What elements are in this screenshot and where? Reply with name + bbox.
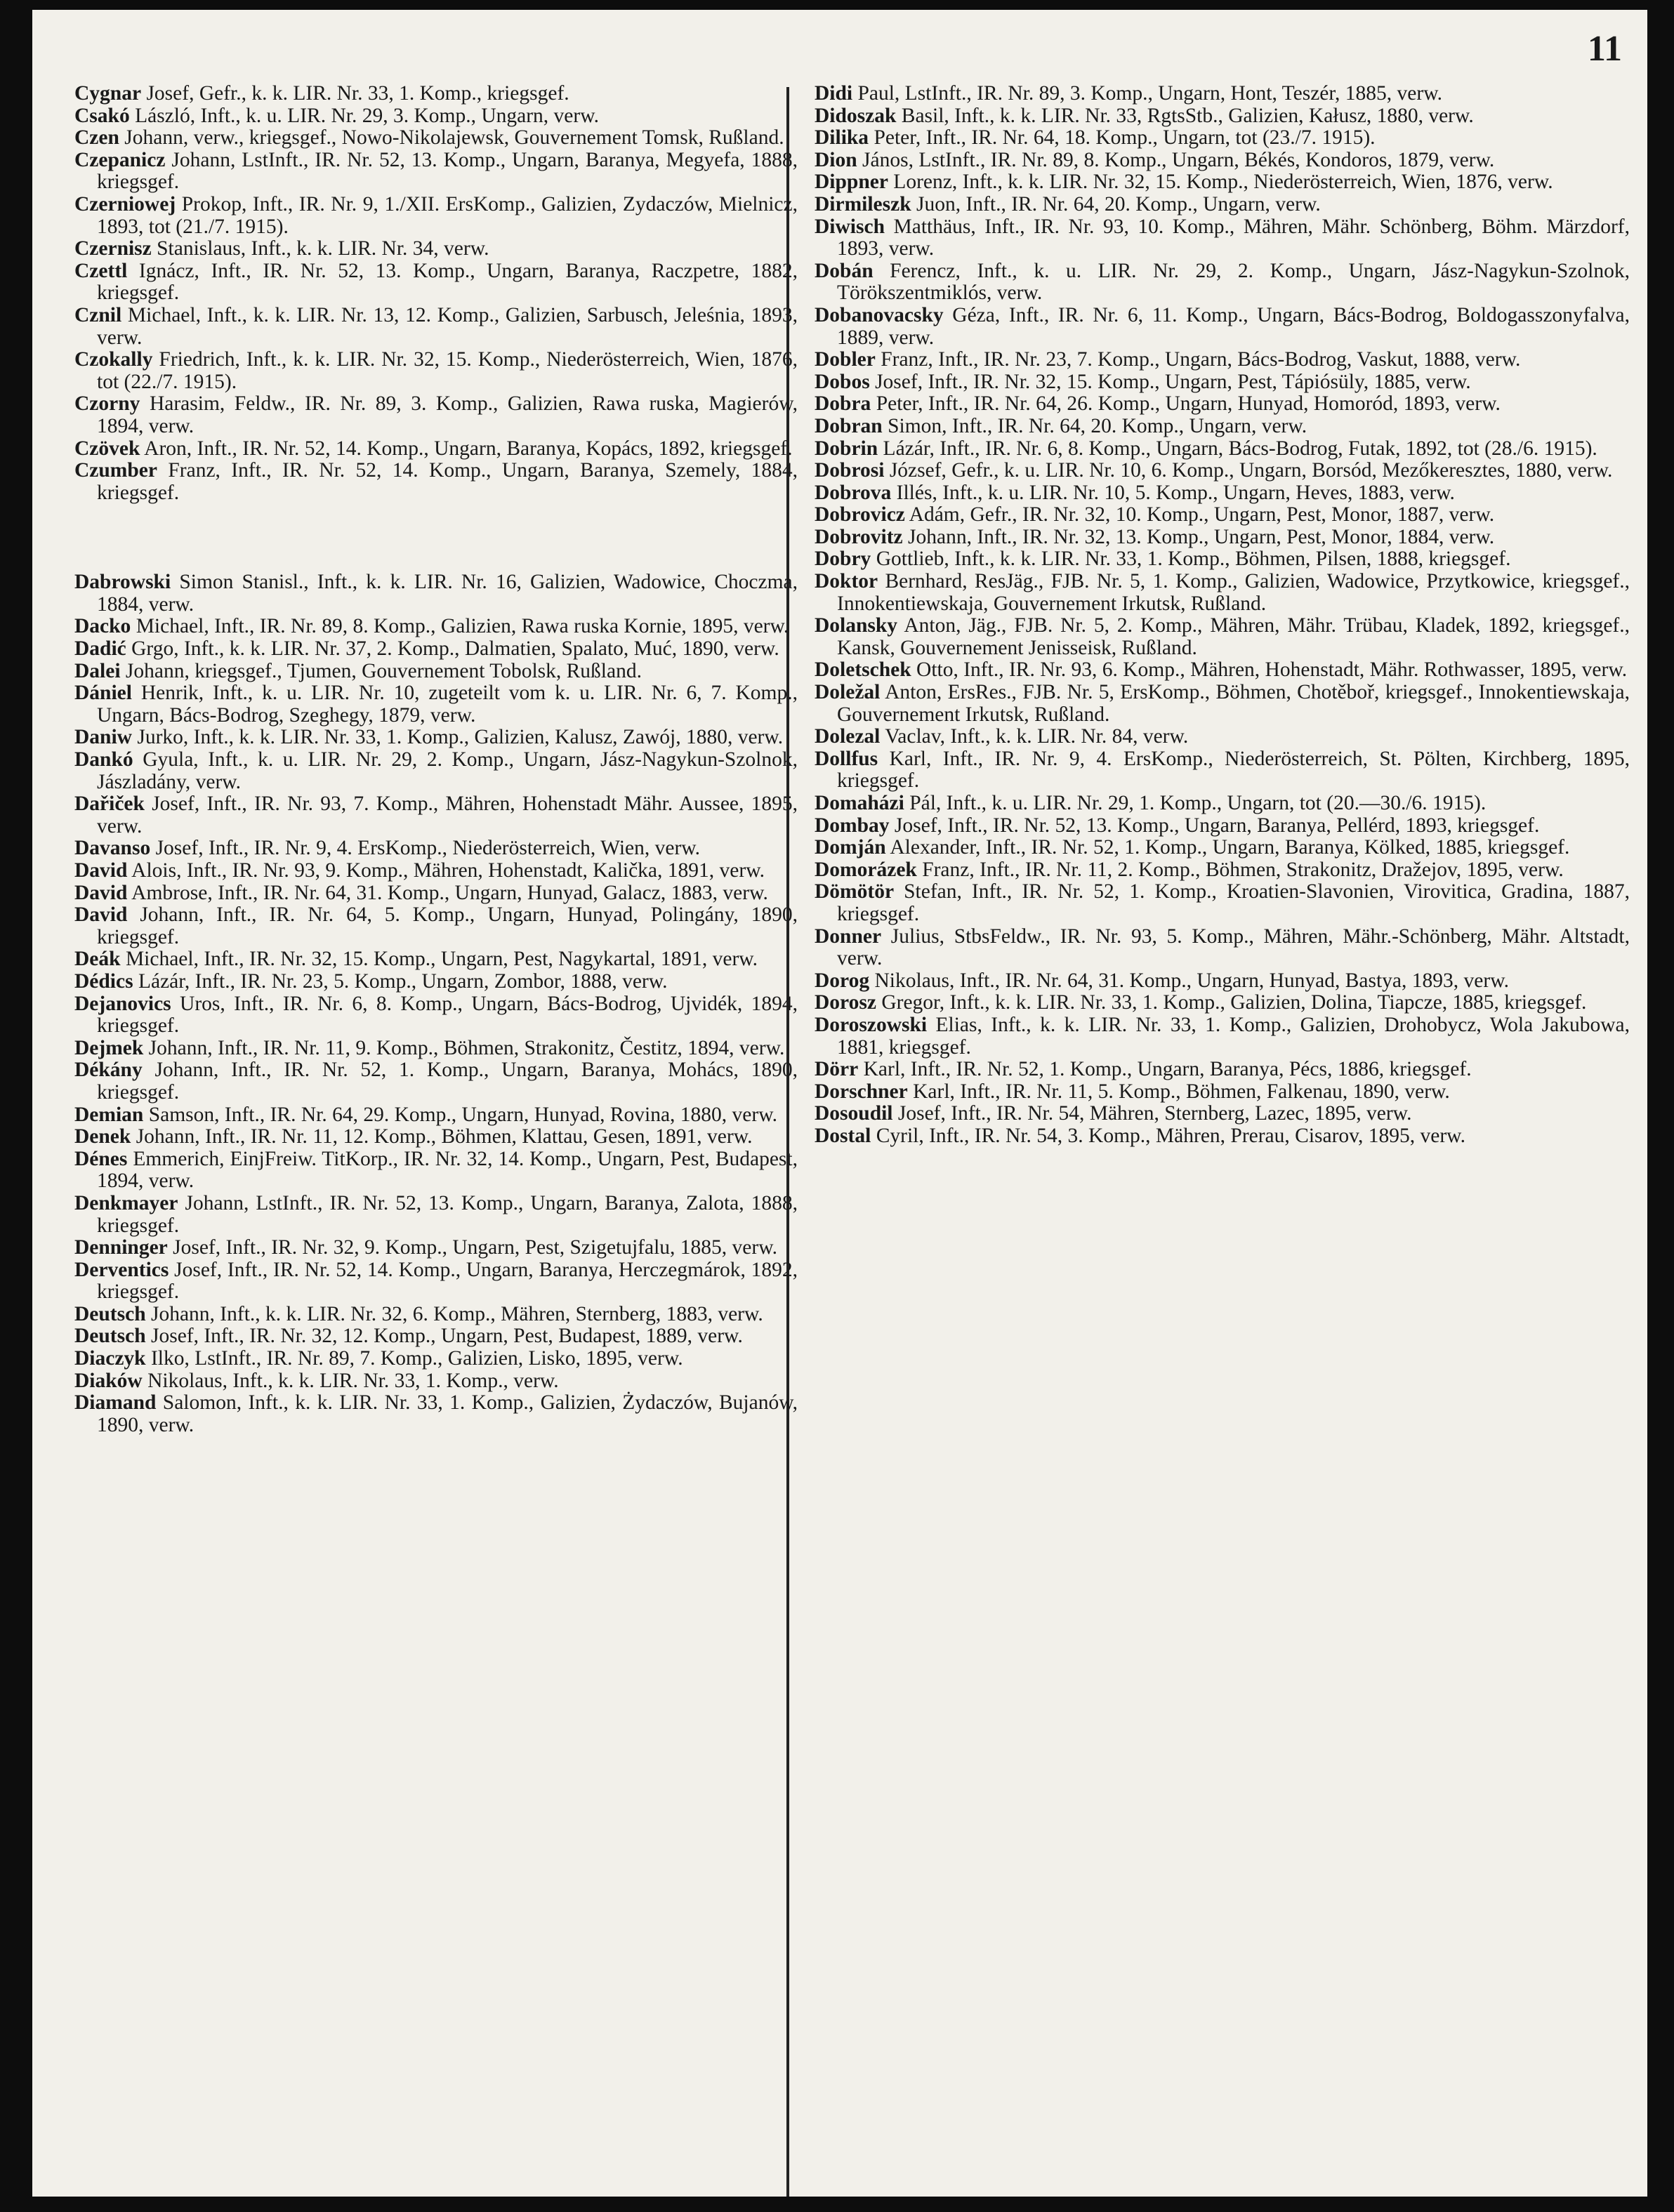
register-entry (74, 150, 798, 194)
entry-surname: Dollfus (815, 747, 878, 770)
register-entry (815, 970, 1630, 993)
entry-surname: Dalei (74, 659, 121, 682)
entry-surname: Dadić (74, 637, 126, 661)
entry-details: Gottlieb, Inft., k. k. LIR. Nr. 33, 1. Komp., Böhmen, Pilsen, 1888, kriegsgef. (876, 548, 1511, 571)
entry-surname: Dörr (815, 1058, 859, 1081)
register-entry (815, 659, 1630, 682)
entry-surname: Dařiček (74, 793, 145, 816)
register-entry (74, 83, 798, 105)
entry-surname: Czokally (74, 348, 153, 371)
entry-details: Peter, Inft., IR. Nr. 64, 18. Komp., Ungarn, tot (23./7. 1915). (874, 126, 1376, 150)
register-entry (815, 504, 1630, 526)
register-entry (815, 305, 1630, 349)
register-entry (815, 793, 1630, 815)
entry-surname: Deák (74, 948, 121, 971)
entry-surname: Diamand (74, 1391, 157, 1415)
register-entry (74, 238, 798, 260)
entry-details: Josef, Inft., IR. Nr. 32, 15. Komp., Ungarn, Pest, Tápiósüly, 1885, verw. (875, 370, 1471, 393)
entry-details: Johann, Inft., IR. Nr. 52, 1. Komp., Ungarn, Baranya, Mohács, 1890, kriegsgef. (97, 1059, 798, 1104)
entry-surname: Donner (815, 925, 882, 948)
register-entry (815, 1081, 1630, 1104)
register-entry (815, 1103, 1630, 1125)
entry-surname: Denkmayer (74, 1191, 178, 1214)
register-entry (74, 438, 798, 461)
entry-surname: Dékány (74, 1059, 143, 1082)
entry-details: Otto, Inft., IR. Nr. 93, 6. Komp., Mähren, Hohenstadt, Mähr. Rothwasser, 1895, verw. (916, 658, 1628, 682)
section-gap (74, 504, 798, 571)
register-entry (815, 194, 1630, 216)
register-entry (74, 1237, 798, 1259)
register-entry (74, 971, 798, 993)
register-entry (815, 1125, 1630, 1148)
register-entry (815, 216, 1630, 260)
entry-details: Alois, Inft., IR. Nr. 93, 9. Komp., Mähren, Hohenstadt, Kalička, 1891, verw. (131, 859, 765, 882)
register-entry (74, 1193, 798, 1237)
entry-details: Ambrose, Inft., IR. Nr. 64, 31. Komp., Ungarn, Hunyad, Galacz, 1883, verw. (131, 881, 768, 904)
entry-details: Matthäus, Inft., IR. Nr. 93, 10. Komp., Mähren, Mähr. Schönberg, Böhm. Märzdorf, 1893, verw. (837, 215, 1630, 260)
register-entry (74, 194, 798, 238)
register-entry (815, 815, 1630, 837)
register-entry (74, 1104, 798, 1127)
entry-surname: Dobrova (815, 481, 892, 504)
entry-details: Josef, Inft., IR. Nr. 54, Mähren, Sternberg, Lazec, 1895, verw. (897, 1102, 1412, 1125)
register-entry (74, 616, 798, 638)
entry-details: Adám, Gefr., IR. Nr. 32, 10. Komp., Ungarn, Pest, Monor, 1887, verw. (909, 503, 1495, 526)
entry-details: Anton, ErsRes., FJB. Nr. 5, ErsKomp., Böhmen, Chotěboř, kriegsgef., Innokentiewskaja, Gouvernement Irkutsk, Rußland. (837, 681, 1630, 726)
entry-details: Johann, verw., kriegsgef., Nowo-Nikolajewsk, Gouvernement Tomsk, Rußland. (124, 126, 784, 150)
entry-surname: Dilika (815, 126, 869, 150)
entry-details: Géza, Inft., IR. Nr. 6, 11. Komp., Ungarn, Bács-Bodrog, Boldogasszonyfalva, 1889, verw. (837, 303, 1630, 349)
entry-surname: Cznil (74, 303, 122, 326)
register-entry (815, 926, 1630, 970)
register-entry (74, 1126, 798, 1148)
entry-details: Emmerich, EinjFreiw. TitKorp., IR. Nr. 32, 14. Komp., Ungarn, Pest, Budapest, 1894, verw. (97, 1147, 798, 1193)
entry-details: Josef, Inft., IR. Nr. 52, 14. Komp., Ungarn, Baranya, Herczegmárok, 1892, kriegsgef. (97, 1258, 798, 1304)
entry-surname: Demian (74, 1103, 144, 1126)
entry-details: Lázár, Inft., IR. Nr. 6, 8. Komp., Ungarn, Bács-Bodrog, Futak, 1892, tot (28./6. 1915). (883, 437, 1597, 460)
entry-surname: Dorosz (815, 991, 876, 1014)
entry-details: Franz, Inft., IR. Nr. 11, 2. Komp., Böhmen, Strakonitz, Dražejov, 1895, verw. (922, 858, 1564, 881)
entry-surname: Dédics (74, 969, 133, 993)
register-entry (74, 904, 798, 948)
register-entry (815, 1014, 1630, 1059)
entry-details: Ignácz, Inft., IR. Nr. 52, 13. Komp., Ungarn, Baranya, Raczpetre, 1882, kriegsgef. (97, 259, 798, 305)
register-entry (815, 171, 1630, 194)
entry-details: László, Inft., k. u. LIR. Nr. 29, 3. Komp., Ungarn, verw. (135, 104, 599, 127)
entry-surname: Dion (815, 148, 857, 171)
entry-surname: Dobán (815, 259, 874, 282)
entry-surname: Domorázek (815, 858, 917, 881)
register-entry (815, 482, 1630, 505)
register-entry (74, 305, 798, 349)
entry-details: Illés, Inft., k. u. LIR. Nr. 10, 5. Komp., Ungarn, Heves, 1883, verw. (896, 481, 1455, 504)
register-entry (74, 727, 798, 749)
entry-details: Johann, Inft., IR. Nr. 11, 12. Komp., Böhmen, Klattau, Gesen, 1891, verw. (136, 1125, 753, 1148)
entry-surname: Czövek (74, 437, 140, 460)
entry-surname: David (74, 903, 128, 927)
entry-surname: Cygnar (74, 82, 142, 105)
register-entry (815, 260, 1630, 305)
entry-details: Michael, Inft., IR. Nr. 32, 15. Komp., Ungarn, Pest, Nagykartal, 1891, verw. (125, 948, 758, 971)
register-entry (74, 1304, 798, 1326)
register-entry (815, 1059, 1630, 1081)
entry-details: Johann, Inft., IR. Nr. 11, 9. Komp., Böhmen, Strakonitz, Čestitz, 1894, verw. (148, 1036, 785, 1059)
entry-details: Franz, Inft., IR. Nr. 23, 7. Komp., Ungarn, Bács-Bodrog, Vaskut, 1888, verw. (881, 348, 1521, 371)
entry-details: Juon, Inft., IR. Nr. 64, 20. Komp., Ungarn, verw. (916, 192, 1321, 216)
entry-surname: David (74, 881, 128, 904)
register-entry (815, 150, 1630, 172)
register-entry (815, 460, 1630, 482)
entry-details: Johann, LstInft., IR. Nr. 52, 13. Komp., Ungarn, Baranya, Megyefa, 1888, kriegsgef. (97, 148, 798, 194)
entry-surname: Denek (74, 1125, 131, 1148)
entry-details: Harasim, Feldw., IR. Nr. 89, 3. Komp., Galizien, Rawa ruska, Magierów, 1894, verw. (97, 392, 798, 437)
register-entry (74, 460, 798, 504)
entry-surname: Diwisch (815, 215, 885, 238)
entry-surname: Derventics (74, 1258, 169, 1281)
entry-details: Josef, Inft., IR. Nr. 32, 9. Komp., Ungarn, Pest, Szigetujfalu, 1885, verw. (173, 1236, 777, 1259)
entry-details: Uros, Inft., IR. Nr. 6, 8. Komp., Ungarn, Bács-Bodrog, Ujvidék, 1894, kriegsgef. (97, 992, 798, 1038)
entry-details: Josef, Gefr., k. k. LIR. Nr. 33, 1. Komp., kriegsgef. (146, 82, 569, 105)
entry-details: Ilko, LstInft., IR. Nr. 89, 7. Komp., Galizien, Lisko, 1895, verw. (150, 1347, 683, 1370)
entry-surname: Dániel (74, 682, 132, 705)
entry-surname: Dankó (74, 748, 133, 771)
entry-surname: Csakó (74, 104, 130, 127)
entry-surname: Dobos (815, 370, 870, 393)
entry-details: Vaclav, Inft., k. k. LIR. Nr. 84, verw. (885, 725, 1189, 748)
register-entry (815, 371, 1630, 394)
entry-details: Josef, Inft., IR. Nr. 93, 7. Komp., Mähren, Hohenstadt Mähr. Aussee, 1895, verw. (97, 793, 798, 837)
entry-surname: Dacko (74, 615, 131, 638)
entry-surname: Doroszowski (815, 1013, 928, 1036)
register-entry (74, 1392, 798, 1436)
register-entry (74, 1038, 798, 1060)
entry-surname: Dosoudil (815, 1102, 893, 1125)
entry-details: Julius, StbsFeldw., IR. Nr. 93, 5. Komp., Mähren, Mähr.-Schönberg, Mähr. Altstadt, verw. (837, 925, 1630, 970)
register-entry (815, 127, 1630, 150)
register-entry (815, 837, 1630, 859)
entry-details: Pál, Inft., k. u. LIR. Nr. 29, 1. Komp., Ungarn, tot (20.—30./6. 1915). (909, 792, 1487, 814)
entry-surname: Denninger (74, 1236, 168, 1259)
entry-details: Samson, Inft., IR. Nr. 64, 29. Komp., Ungarn, Hunyad, Rovina, 1880, verw. (148, 1103, 777, 1126)
entry-surname: Daniw (74, 726, 132, 749)
entry-surname: David (74, 859, 128, 882)
entry-surname: Czettl (74, 259, 128, 282)
entry-details: Prokop, Inft., IR. Nr. 9, 1./XII. ErsKomp., Galizien, Zydaczów, Mielnicz, 1893, tot (21./7. 1915). (97, 192, 798, 238)
entry-details: Ferencz, Inft., k. u. LIR. Nr. 29, 2. Komp., Ungarn, Jász-Nagykun-Szolnok, Törökszentmiklós, verw. (837, 259, 1630, 305)
register-entry (74, 105, 798, 128)
entry-surname: Domaházi (815, 792, 904, 814)
entry-surname: Deutsch (74, 1325, 146, 1348)
register-entry (74, 1059, 798, 1104)
entry-surname: Czorny (74, 392, 140, 416)
register-entry (74, 993, 798, 1038)
page-number: 11 (1587, 29, 1622, 69)
entry-details: Nikolaus, Inft., IR. Nr. 64, 31. Komp., Ungarn, Hunyad, Bastya, 1893, verw. (874, 969, 1509, 992)
entry-surname: Didi (815, 82, 853, 105)
register-entry (815, 349, 1630, 371)
entry-surname: Dombay (815, 814, 890, 837)
register-entry (815, 393, 1630, 416)
entry-details: Johann, Inft., IR. Nr. 64, 5. Komp., Ungarn, Hunyad, Polingány, 1890, kriegsgef. (97, 903, 798, 948)
entry-details: Alexander, Inft., IR. Nr. 52, 1. Komp., Ungarn, Baranya, Kölked, 1885, kriegsgef. (890, 836, 1570, 859)
left-column (74, 83, 798, 1436)
entry-surname: Dobrovitz (815, 525, 903, 548)
register-entry (815, 726, 1630, 748)
entry-surname: Doležal (815, 681, 881, 704)
entry-surname: Dejmek (74, 1036, 144, 1059)
entry-details: Gregor, Inft., k. k. LIR. Nr. 33, 1. Komp., Galizien, Dolina, Tiapcze, 1885, kriegsgef. (881, 991, 1587, 1014)
entry-surname: Dömötör (815, 880, 895, 903)
entry-details: Stefan, Inft., IR. Nr. 52, 1. Komp., Kroatien-Slavonien, Virovitica, Gradina, 1887, kriegsgef. (837, 880, 1630, 925)
entry-surname: Czen (74, 126, 119, 150)
register-entry (815, 571, 1630, 615)
entry-details: Paul, LstInft., IR. Nr. 89, 3. Komp., Ungarn, Hont, Teszér, 1885, verw. (857, 82, 1442, 105)
register-entry (74, 1325, 798, 1348)
register-entry (74, 260, 798, 305)
entry-surname: Didoszak (815, 104, 897, 127)
entry-details: Michael, Inft., IR. Nr. 89, 8. Komp., Galizien, Rawa ruska Kornie, 1895, verw. (136, 615, 789, 638)
register-entry (74, 882, 798, 905)
entry-details: Johann, Inft., IR. Nr. 32, 13. Komp., Ungarn, Pest, Monor, 1884, verw. (908, 525, 1495, 548)
entry-surname: Dobrin (815, 437, 878, 460)
entry-details: Peter, Inft., IR. Nr. 64, 26. Komp., Ungarn, Hunyad, Homoród, 1893, verw. (876, 392, 1501, 416)
entry-details: Johann, kriegsgef., Tjumen, Gouvernement Tobolsk, Rußland. (125, 659, 642, 682)
entry-surname: Dobra (815, 392, 871, 416)
entry-details: Simon Stanisl., Inft., k. k. LIR. Nr. 16, Galizien, Wadowice, Choczma, 1884, verw. (97, 571, 798, 616)
entry-surname: Dobrosi (815, 459, 885, 482)
entry-details: Michael, Inft., k. k. LIR. Nr. 13, 12. Komp., Galizien, Sarbusch, Jeleśnia, 1893, verw. (97, 303, 798, 349)
entry-details: Jurko, Inft., k. k. LIR. Nr. 33, 1. Komp., Galizien, Kalusz, Zawój, 1880, verw. (137, 726, 784, 749)
entry-details: Basil, Inft., k. k. LIR. Nr. 33, RgtsStb., Galizien, Kałusz, 1880, verw. (901, 104, 1474, 127)
register-entry (815, 992, 1630, 1014)
entry-details: Simon, Inft., IR. Nr. 64, 20. Komp., Ungarn, verw. (888, 414, 1307, 437)
entry-details: Bernhard, ResJäg., FJB. Nr. 5, 1. Komp., Galizien, Wadowice, Przytkowice, kriegsgef., Innokentiewskaja, Gouvernement Irkutsk, Rußland. (837, 570, 1630, 615)
entry-surname: Dolansky (815, 614, 898, 637)
entry-surname: Dirmileszk (815, 192, 911, 216)
entry-details: Gyula, Inft., k. u. LIR. Nr. 29, 2. Komp., Ungarn, Jász-Nagykun-Szolnok, Jászladány, verw. (97, 748, 798, 793)
entry-surname: Dorschner (815, 1080, 908, 1103)
entry-surname: Davanso (74, 837, 151, 860)
entry-details: Josef, Inft., IR. Nr. 52, 13. Komp., Ungarn, Baranya, Pellérd, 1893, kriegsgef. (894, 814, 1540, 837)
entry-surname: Dobanovacsky (815, 303, 944, 326)
entry-details: Lázár, Inft., IR. Nr. 23, 5. Komp., Ungarn, Zombor, 1888, verw. (138, 969, 668, 993)
entry-details: Josef, Inft., IR. Nr. 9, 4. ErsKomp., Niederösterreich, Wien, verw. (155, 837, 701, 860)
register-entry (74, 127, 798, 150)
register-entry (815, 105, 1630, 128)
entry-surname: Czepanicz (74, 148, 166, 171)
entry-details: János, LstInft., IR. Nr. 89, 8. Komp., Ungarn, Békés, Kondoros, 1879, verw. (862, 148, 1495, 171)
register-entry (815, 548, 1630, 571)
register-entry (815, 438, 1630, 461)
entry-surname: Dobrovicz (815, 503, 905, 526)
register-entry (74, 349, 798, 393)
register-entry (815, 748, 1630, 793)
entry-surname: Dolezal (815, 725, 881, 748)
register-entry (74, 1259, 798, 1304)
register-entry (815, 881, 1630, 925)
register-entry (74, 860, 798, 882)
register-entry (74, 571, 798, 616)
entry-details: Karl, Inft., IR. Nr. 52, 1. Komp., Ungarn, Baranya, Pécs, 1886, kriegsgef. (863, 1058, 1472, 1081)
entry-details: Friedrich, Inft., k. k. LIR. Nr. 32, 15. Komp., Niederösterreich, Wien, 1876, tot (22./7. 1915). (97, 348, 798, 393)
entry-surname: Dostal (815, 1124, 871, 1147)
entry-surname: Dabrowski (74, 571, 171, 594)
entry-details: Nikolaus, Inft., k. k. LIR. Nr. 33, 1. Komp., verw. (147, 1369, 559, 1392)
entry-details: Stanislaus, Inft., k. k. LIR. Nr. 34, verw. (157, 237, 489, 260)
entry-surname: Dippner (815, 171, 888, 194)
register-entry (74, 948, 798, 971)
entry-details: Elias, Inft., k. k. LIR. Nr. 33, 1. Komp., Galizien, Drohobycz, Wola Jakubowa, 1881, kriegsgef. (837, 1013, 1630, 1059)
entry-details: Johann, Inft., k. k. LIR. Nr. 32, 6. Komp., Mähren, Sternberg, 1883, verw. (150, 1302, 763, 1325)
entry-surname: Czernisz (74, 237, 152, 260)
entry-surname: Dejanovics (74, 992, 171, 1015)
register-entry (74, 638, 798, 661)
register-entry (815, 682, 1630, 726)
register-entry (74, 1148, 798, 1193)
entry-surname: Czerniowej (74, 192, 176, 216)
entry-details: Henrik, Inft., k. u. LIR. Nr. 10, zugeteilt vom k. u. LIR. Nr. 6, 7. Komp., Ungarn, Bács-Bodrog, Szeghegy, 1879, verw. (97, 682, 798, 727)
entry-details: Anton, Jäg., FJB. Nr. 5, 2. Komp., Mähren, Mähr. Trübau, Kladek, 1892, kriegsgef., Kansk, Gouvernement Jenisseisk, Rußland. (837, 614, 1630, 659)
entry-details: Aron, Inft., IR. Nr. 52, 14. Komp., Ungarn, Baranya, Kopács, 1892, kriegsgef. (144, 437, 793, 460)
register-entry (74, 749, 798, 793)
entry-details: Franz, Inft., IR. Nr. 52, 14. Komp., Ungarn, Baranya, Szemely, 1884, kriegsgef. (97, 459, 798, 504)
entry-surname: Diaczyk (74, 1347, 146, 1370)
register-entry (815, 615, 1630, 659)
entry-details: Salomon, Inft., k. k. LIR. Nr. 33, 1. Komp., Galizien, Żydaczów, Bujanów, 1890, verw. (97, 1391, 798, 1436)
register-entry (74, 393, 798, 437)
register-entry (74, 661, 798, 683)
entry-surname: Doktor (815, 570, 878, 593)
entry-details: Lorenz, Inft., k. k. LIR. Nr. 32, 15. Komp., Niederösterreich, Wien, 1876, verw. (893, 171, 1553, 194)
register-entry (74, 837, 798, 860)
entry-surname: Domján (815, 836, 886, 859)
register-entry (74, 1348, 798, 1370)
register-entry (815, 859, 1630, 882)
entry-surname: Doletschek (815, 658, 911, 682)
entry-details: József, Gefr., k. u. LIR. Nr. 10, 6. Komp., Ungarn, Borsód, Mezőkeresztes, 1880, verw. (889, 459, 1613, 482)
entry-surname: Diaków (74, 1369, 143, 1392)
entry-surname: Czumber (74, 459, 157, 482)
entry-details: Cyril, Inft., IR. Nr. 54, 3. Komp., Mähren, Prerau, Cisarov, 1895, verw. (876, 1124, 1465, 1147)
entry-surname: Dobran (815, 414, 883, 437)
register-entry (74, 682, 798, 727)
entry-surname: Deutsch (74, 1302, 146, 1325)
register-entry (74, 1370, 798, 1393)
entry-details: Grgo, Inft., k. k. LIR. Nr. 37, 2. Komp., Dalmatien, Spalato, Muć, 1890, verw. (131, 637, 779, 661)
entry-details: Karl, Inft., IR. Nr. 11, 5. Komp., Böhmen, Falkenau, 1890, verw. (913, 1080, 1450, 1103)
register-entry (815, 526, 1630, 549)
register-entry (74, 793, 798, 837)
register-entry (815, 416, 1630, 438)
entry-details: Johann, LstInft., IR. Nr. 52, 13. Komp., Ungarn, Baranya, Zalota, 1888, kriegsgef. (97, 1191, 798, 1237)
entry-surname: Dobler (815, 348, 876, 371)
entry-surname: Dénes (74, 1147, 128, 1170)
right-column (798, 83, 1630, 1148)
entry-surname: Dorog (815, 969, 870, 992)
entry-details: Josef, Inft., IR. Nr. 32, 12. Komp., Ungarn, Pest, Budapest, 1889, verw. (150, 1325, 743, 1348)
entry-details: Karl, Inft., IR. Nr. 9, 4. ErsKomp., Niederösterreich, St. Pölten, Kirchberg, 1895, kriegsgef. (837, 747, 1630, 793)
register-entry (815, 83, 1630, 105)
entry-surname: Dobry (815, 548, 871, 571)
